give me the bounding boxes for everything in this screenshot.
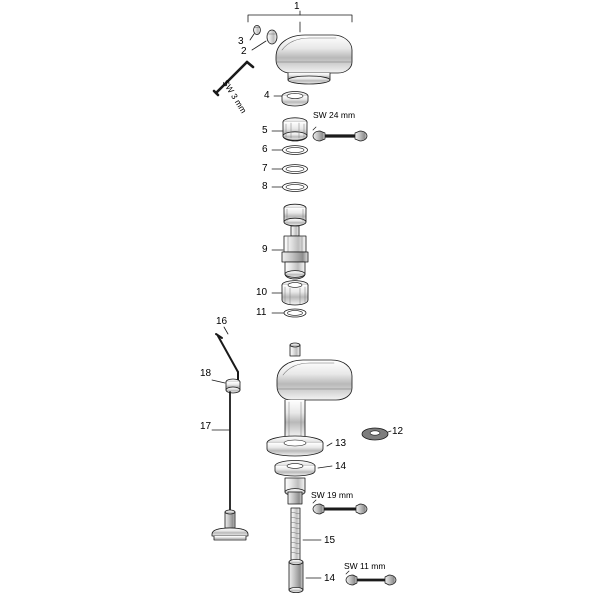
part-15-threaded-rod	[291, 508, 300, 560]
leader-line-18	[212, 380, 225, 383]
tool-label-sw19: SW 19 mm	[311, 490, 354, 500]
part-14-nut-lower	[289, 559, 303, 592]
leader-bracket-1	[248, 11, 352, 22]
leader-line-12	[388, 431, 391, 432]
callout-18: 18	[200, 368, 212, 379]
callout-16: 16	[216, 316, 228, 327]
tool-label-sw3: SW 3 mm	[220, 78, 249, 115]
part-13-base-plate	[267, 436, 323, 456]
part-1-mixer-body	[276, 35, 352, 84]
part-11-gasket	[284, 309, 306, 317]
part-5-cartridge-nut	[283, 118, 307, 141]
part-3-grub-screw	[254, 25, 261, 34]
part-2-plug	[267, 30, 277, 44]
part-sleeve	[284, 204, 306, 226]
tool-label-sw24: SW 24 mm	[313, 110, 356, 120]
tool-wrench-11mm	[346, 571, 396, 585]
part-8-o-ring	[283, 183, 308, 192]
callout-8: 8	[262, 181, 268, 192]
tool-label-sw11: SW 11 mm	[344, 561, 386, 571]
leader-line-3	[250, 34, 254, 40]
callout-15: 15	[324, 535, 336, 546]
part-6-o-ring	[283, 146, 308, 155]
part-10-valve-body	[282, 281, 308, 305]
tool-wrench-19mm	[313, 500, 367, 514]
part-4-cap-ring	[282, 92, 308, 107]
callout-3: 3	[238, 36, 244, 47]
callout-2: 2	[241, 46, 247, 57]
part-9-cartridge	[282, 226, 308, 279]
part-16-lift-rod	[216, 334, 238, 384]
callout-11: 11	[256, 307, 267, 318]
callout-14-lower: 14	[324, 573, 336, 584]
callout-14-upper: 14	[335, 461, 347, 472]
callout-1: 1	[294, 1, 300, 12]
leader-line-13	[327, 443, 332, 446]
callout-9: 9	[262, 244, 268, 255]
callout-6: 6	[262, 144, 268, 155]
part-main-spout-assembly	[277, 343, 352, 437]
callout-17: 17	[200, 421, 212, 432]
callout-7: 7	[262, 163, 268, 174]
leader-line-14-upper	[318, 466, 332, 468]
part-18-rod-clamp	[226, 379, 240, 393]
callout-10: 10	[256, 287, 268, 298]
callout-4: 4	[264, 90, 270, 101]
part-12-seal-washer	[362, 428, 388, 440]
part-14-washer-upper	[275, 461, 315, 477]
part-17-pull-rod	[212, 392, 248, 540]
leader-line-16	[224, 327, 228, 334]
callout-13: 13	[335, 438, 347, 449]
tool-wrench-24mm	[313, 127, 367, 141]
part-lower-fitting	[285, 478, 305, 504]
callout-12: 12	[392, 426, 404, 437]
callout-5: 5	[262, 125, 268, 136]
part-7-o-ring	[283, 165, 308, 174]
leader-line-2	[252, 41, 266, 50]
